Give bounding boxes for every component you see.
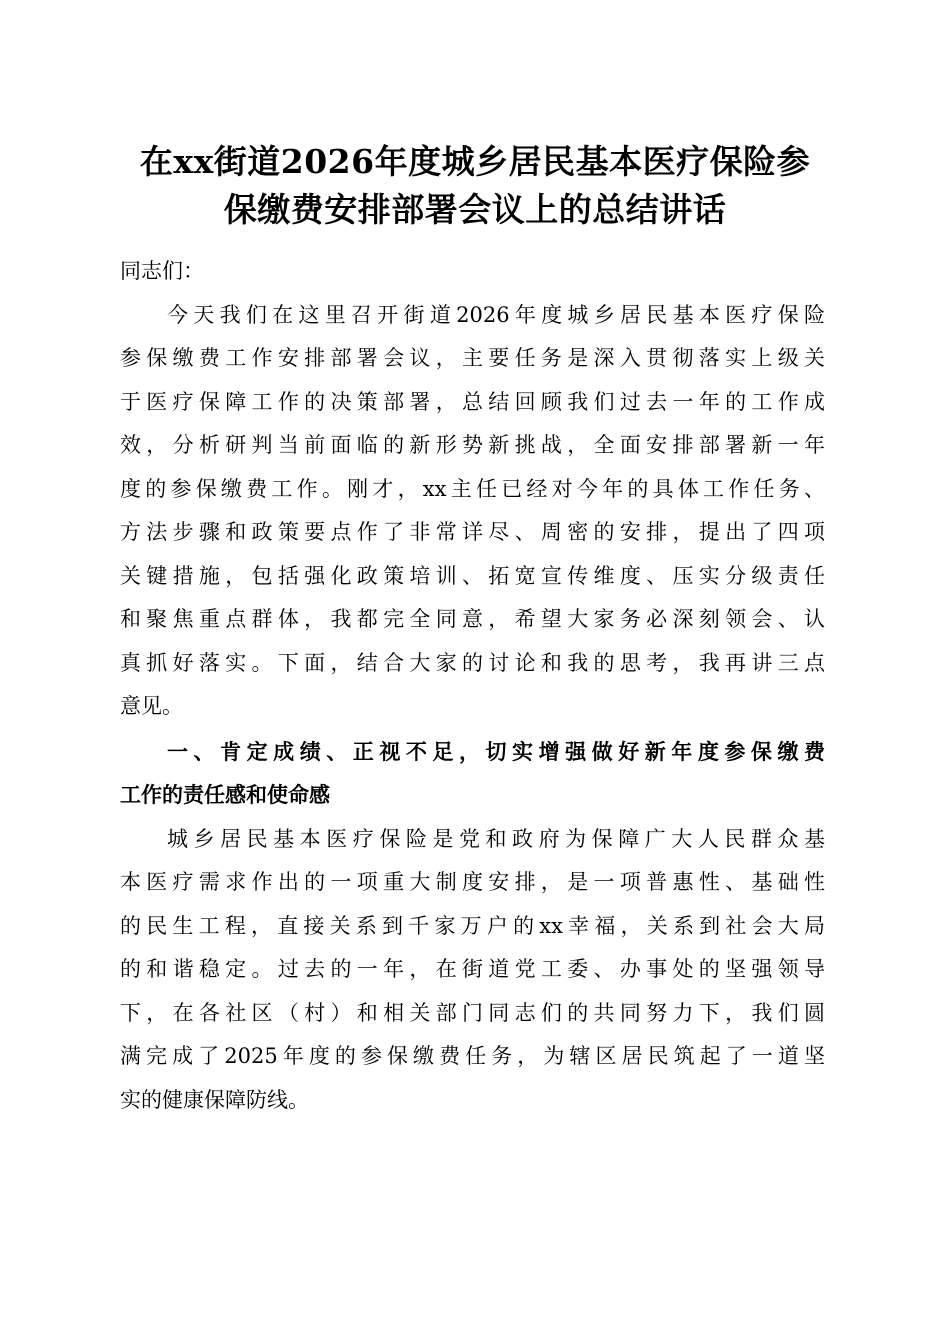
text-line: 真抓好落实。下面，结合大家的讨论和我的思考，我再讲三点 <box>120 650 825 675</box>
title-line-2: 保缴费安排部署会议上的总结讲话 <box>223 190 727 229</box>
text-line: 和聚焦重点群体，我都完全同意，希望大家务必深刻领会、认 <box>120 607 825 631</box>
text-line: 效，分析研判当前面临的新形势新挑战，全面安排部署新一年 <box>120 433 825 457</box>
text-line: 意见。 <box>120 694 183 718</box>
heading-line: 工作的责任感和使命感 <box>120 783 330 807</box>
title-line-1: 在xx街道2026年度城乡居民基本医疗保险参 <box>139 142 811 181</box>
heading-line: 一、肯定成绩、正视不足，切实增强做好新年度参保缴费 <box>167 739 825 764</box>
text-line: 参保缴费工作安排部署会议，主要任务是深入贯彻落实上级关 <box>120 346 825 370</box>
text-line: 满完成了2025年度的参保缴费任务，为辖区居民筑起了一道坚 <box>120 1044 825 1068</box>
text-line: 的和谐稳定。过去的一年，在街道党工委、办事处的坚强领导 <box>120 957 825 981</box>
text-line: 关键措施，包括强化政策培训、拓宽宣传维度、压实分级责任 <box>120 563 825 588</box>
document-body <box>120 250 825 1122</box>
text-line: 方法步骤和政策要点作了非常详尽、周密的安排，提出了四项 <box>120 520 825 544</box>
paragraph-section-1 <box>120 818 825 1123</box>
text-line: 的民生工程，直接关系到千家万户的xx幸福，关系到社会大局 <box>120 913 825 938</box>
text-line: 于医疗保障工作的决策部署，总结回顾我们过去一年的工作成 <box>120 389 825 414</box>
text-line: 城乡居民基本医疗保险是党和政府为保障广大人民群众基 <box>167 826 825 851</box>
text-line: 今天我们在这里召开街道2026年度城乡居民基本医疗保险 <box>167 302 825 327</box>
salutation-paragraph <box>120 250 825 294</box>
section-heading-1 <box>120 731 825 818</box>
text-line: 下，在各社区（村）和相关部门同志们的共同努力下，我们圆 <box>120 1000 825 1025</box>
document-title <box>110 138 840 234</box>
salutation: 同志们： <box>120 259 204 283</box>
text-line: 本医疗需求作出的一项重大制度安排，是一项普惠性、基础性 <box>120 870 825 894</box>
text-line: 度的参保缴费工作。刚才，xx主任已经对今年的具体工作任务、 <box>120 476 825 501</box>
paragraph-intro <box>120 294 825 729</box>
text-line: 实的健康保障防线。 <box>120 1087 309 1112</box>
